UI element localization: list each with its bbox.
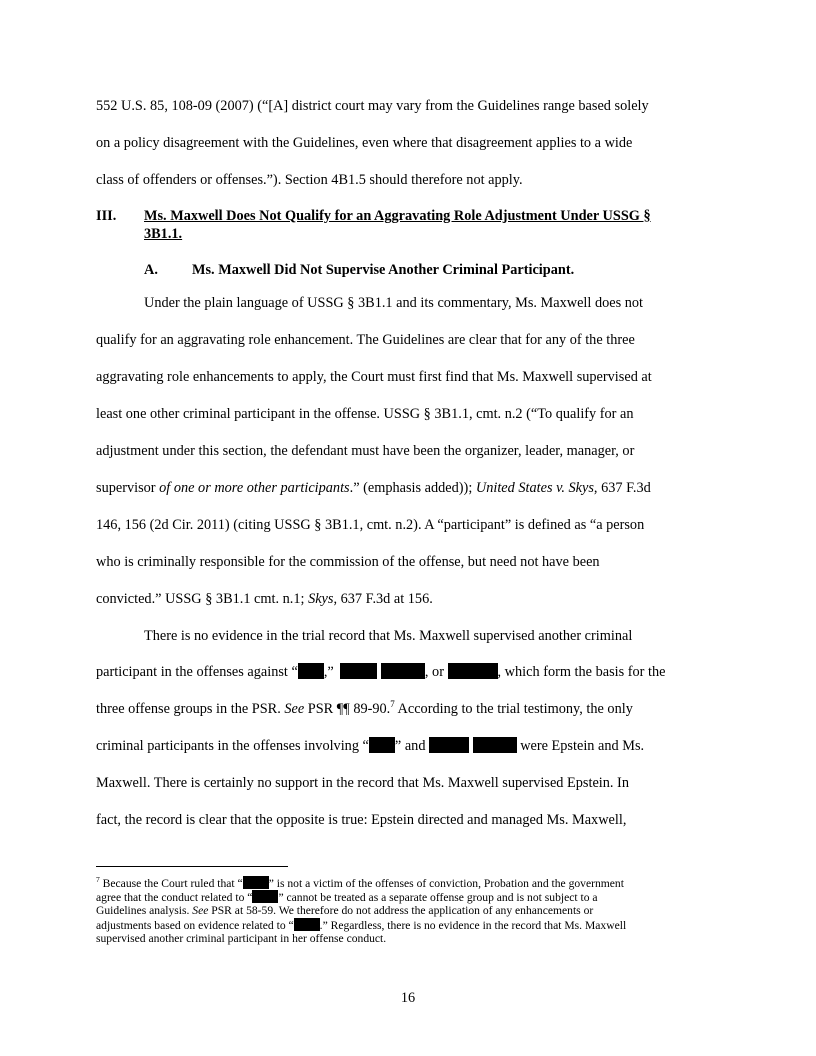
footnote-line-2	[96, 890, 598, 905]
para1-line-5: adjustment under this section, the defendant must have been the organizer, leader, manager, or	[96, 443, 635, 459]
text: were Epstein and Ms.	[520, 738, 645, 754]
redaction-block	[252, 890, 278, 903]
text: ,”	[323, 664, 334, 680]
para2-line-4	[96, 737, 644, 755]
footnote-line-3	[96, 904, 593, 918]
subsection-heading: Ms. Maxwell Did Not Supervise Another Criminal Participant.	[192, 262, 575, 278]
text: , 637 F.3d at 156.	[333, 591, 433, 607]
text: PSR ¶¶ 89-90.	[304, 701, 391, 717]
para2-line-6: fact, the record is clear that the opposite is true: Epstein directed and managed Ms. Maxwell,	[96, 812, 627, 828]
redaction-block	[294, 918, 320, 931]
para1-line-3: aggravating role enhancements to apply, the Court must first find that Ms. Maxwell supervised at	[96, 369, 652, 385]
para1-line-8: who is criminally responsible for the commission of the offense, but need not have been	[96, 554, 600, 570]
para2-line-3	[96, 700, 633, 718]
text: Guidelines analysis.	[96, 904, 193, 917]
para1-line-2: qualify for an aggravating role enhancement. The Guidelines are clear that for any of the three	[96, 332, 635, 348]
text: participant in the offenses against “	[96, 664, 298, 680]
footnote-divider	[96, 866, 288, 867]
footnote-reference[interactable]: 7	[390, 699, 395, 710]
text: adjustments based on evidence related to “	[96, 919, 294, 932]
section-number: III.	[96, 208, 117, 224]
footnote-line-4	[96, 918, 626, 933]
text: .” Regardless, there is no evidence in the record that Ms. Maxwell	[319, 919, 627, 932]
subsection-letter: A.	[144, 262, 158, 278]
para2-line-5: Maxwell. There is certainly no support in the record that Ms. Maxwell supervised Epstein. In	[96, 775, 629, 791]
text: PSR at 58-59. We therefore do not address the application of any enhancements or	[208, 904, 594, 917]
text: Because the Court ruled that “	[99, 877, 243, 890]
intro-line-1: 552 U.S. 85, 108-09 (2007) (“[A] district court may vary from the Guidelines range based solely	[96, 98, 649, 114]
para2-line-1: There is no evidence in the trial record that Ms. Maxwell supervised another criminal	[144, 628, 633, 644]
text: agree that the conduct related to “	[96, 891, 253, 904]
signal-word: See	[284, 701, 305, 717]
page-number: 16	[400, 990, 416, 1006]
para1-line-7: 146, 156 (2d Cir. 2011) (citing USSG § 3B1.1, cmt. n.2). A “participant” is defined as “a person	[96, 517, 645, 533]
redaction-block	[473, 737, 517, 753]
text: , which form the basis for the	[497, 664, 666, 680]
redaction-block	[298, 663, 324, 679]
section-heading-line-1: Ms. Maxwell Does Not Qualify for an Aggravating Role Adjustment Under USSG §	[144, 208, 651, 224]
case-name: Skys	[308, 591, 334, 607]
text: According to the trial testimony, the only	[394, 701, 633, 717]
redaction-block	[381, 663, 425, 679]
para1-line-4: least one other criminal participant in the offense. USSG § 3B1.1, cmt. n.2 (“To qualify for an	[96, 406, 634, 422]
text: three offense groups in the PSR.	[96, 701, 285, 717]
text: criminal participants in the offenses involving “	[96, 738, 369, 754]
footnote-line-1	[96, 876, 624, 891]
section-heading-line-2: 3B1.1.	[144, 226, 183, 242]
text: ” and	[394, 738, 426, 754]
case-name: United States v. Skys	[475, 480, 594, 496]
redaction-block	[340, 663, 377, 679]
redaction-block	[429, 737, 469, 753]
text: ” is not a victim of the offenses of conviction, Probation and the government	[268, 877, 624, 890]
para2-line-2	[96, 663, 665, 681]
intro-line-3: class of offenders or offenses.”). Section 4B1.5 should therefore not apply.	[96, 172, 523, 188]
text: ” cannot be treated as a separate offense group and is not subject to a	[278, 891, 598, 904]
emphasis-text: of one or more other participants	[159, 480, 350, 496]
signal-word: See	[192, 904, 209, 917]
text: , or	[424, 664, 444, 680]
redaction-block	[243, 876, 269, 889]
intro-line-2: on a policy disagreement with the Guidelines, even where that disagreement applies to a wide	[96, 135, 633, 151]
para1-line-1: Under the plain language of USSG § 3B1.1 and its commentary, Ms. Maxwell does not	[144, 295, 643, 311]
para1-line-9	[96, 590, 433, 608]
text: supervisor	[96, 480, 160, 496]
footnote-line-5: supervised another criminal participant in her offense conduct.	[96, 932, 387, 945]
redaction-block	[448, 663, 498, 679]
text: convicted.” USSG § 3B1.1 cmt. n.1;	[96, 591, 309, 607]
footnote-number: 7	[96, 875, 100, 885]
text: , 637 F.3d	[593, 480, 651, 496]
text: .” (emphasis added));	[349, 480, 476, 496]
para1-line-6	[96, 479, 651, 497]
redaction-block	[369, 737, 395, 753]
